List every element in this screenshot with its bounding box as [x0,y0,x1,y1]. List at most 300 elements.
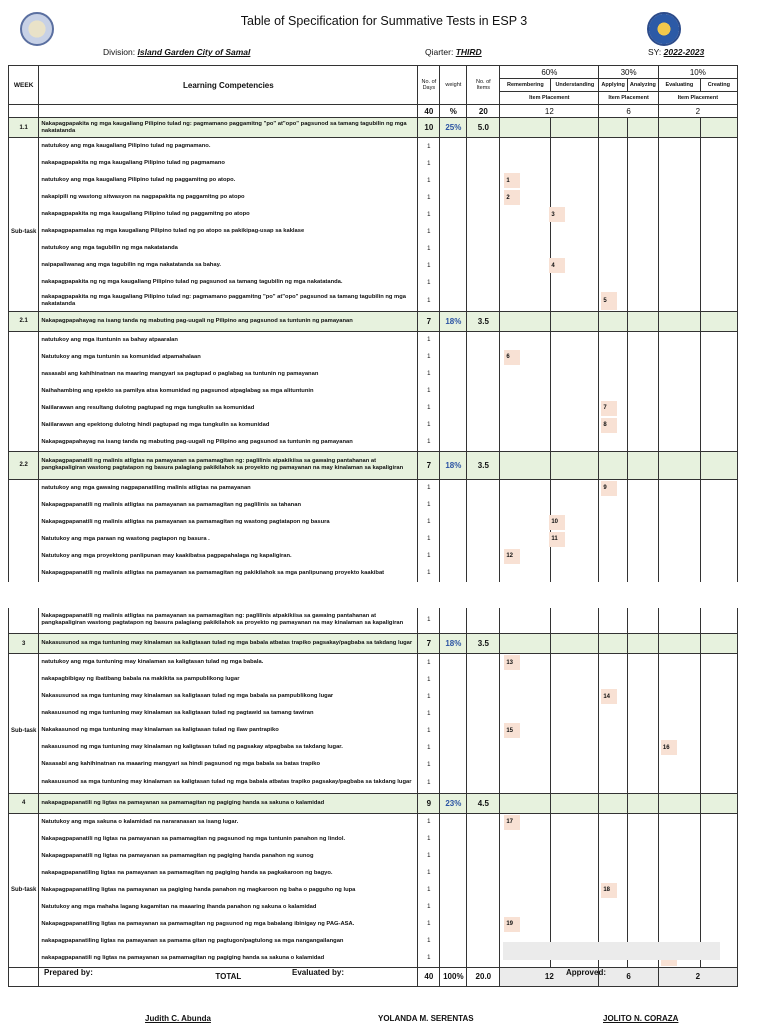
placement-cell [658,688,700,705]
competency-cell: nakapagbibigay ng ibatibang babala na makikita sa pampublikong lugar [39,671,418,688]
items-cell [467,479,500,497]
placement-cell [700,451,737,479]
placement-cell [551,138,599,156]
total-30-header: 6 [599,105,659,118]
items-cell [467,831,500,848]
placement-cell [658,291,700,311]
placement-cell [658,531,700,548]
items-cell [467,189,500,206]
weight-cell [440,739,467,756]
placement-cell [627,722,658,739]
placement-cell [627,793,658,813]
table-row [9,257,738,274]
week-cell [9,671,39,688]
table-row [9,331,738,349]
competency-cell: nakapipili ng wastong sitwasyon na nagpapakita ng paggamitng po atopo [39,189,418,206]
weight-cell [440,417,467,434]
competency-cell: Nakapagpapanatiling ligtas na pamayanan sa pamamagitan ng pagsunod ng mga babalang ibinigay ng PAG-ASA. [39,916,418,933]
competency-cell: nakapagpapakita ng mga kaugaliang Pilipino tulad ng paggamitng po atopo [39,206,418,223]
items-cell [467,257,500,274]
week-cell [9,257,39,274]
competency-cell: Nakasusunod sa mga tuntuning may kinalaman sa kaligtasan tulad ng mga babala sa pampublikong lugar [39,688,418,705]
placement-cell [551,311,599,331]
item-number-badge: 6 [504,350,520,365]
placement-cell [599,138,628,156]
section-items: 3.5 [467,311,500,331]
table-row [9,654,738,672]
placement-cell [500,118,551,138]
division-label: Division: [103,47,136,57]
item-number-badge: 17 [504,815,520,830]
placement-cell [599,756,628,773]
placement-cell [658,223,700,240]
week-cell [9,773,39,793]
placement-cell [500,349,551,366]
days-cell: 1 [418,514,440,531]
table-row [9,189,738,206]
table-row [9,548,738,565]
placement-cell [500,223,551,240]
placement-cell [627,848,658,865]
competency-cell: Nakapagpapanatili ng malinis atligtas na pamayanan sa pamamagitan ng pakikilahok sa mga panlipunang proyekto kaakibat [39,565,418,582]
placement-cell [627,434,658,452]
weight-cell [440,366,467,383]
division-field [103,47,250,57]
item-number-badge: 8 [601,418,617,433]
table-row [9,916,738,933]
placement-cell [599,240,628,257]
items-cell [467,950,500,968]
week-cell [9,479,39,497]
week-cell [9,548,39,565]
section-title: Nakapagpapakita ng mga kaugaliang Pilipino tulad ng: pagmamano paggamitng "po" at"opo" pagsunod sa tamang tagubilin ng mga nakatatanda [39,118,418,138]
placement-cell [627,865,658,882]
placement-cell [627,899,658,916]
week-cell [9,172,39,189]
section-weight: 18% [440,451,467,479]
competency-cell: Natutukoy ang mga paraan ng wastong pagtapon ng basura . [39,531,418,548]
placement-cell [599,634,628,654]
week-cell [9,848,39,865]
placement-cell [599,654,628,672]
placement-cell [700,531,737,548]
placement-cell [700,848,737,865]
placement-cell [551,417,599,434]
placement-cell [658,865,700,882]
week-cell [9,688,39,705]
placement-cell [551,366,599,383]
placement-cell [551,773,599,793]
days-cell: 1 [418,756,440,773]
week-cell [9,756,39,773]
item-number-badge: 13 [504,655,520,670]
weight-cell [440,773,467,793]
week-cell [9,899,39,916]
items-cell [467,531,500,548]
placement-cell [627,400,658,417]
placement-cell [700,882,737,899]
placement-cell [700,138,737,156]
placement-header-30: Item Placement [599,92,659,105]
section-title: Nakapagpapahayag na isang tanda ng mabuting pag-uugali ng Pilipino ang pagsunod sa tuntunin ng pamayanan [39,311,418,331]
placement-cell [551,865,599,882]
placement-cell [551,257,599,274]
placement-cell [627,654,658,672]
placement-cell [700,831,737,848]
placement-cell [658,813,700,831]
placement-cell [500,531,558,548]
placement-cell [700,383,737,400]
placement-cell [700,865,737,882]
section-week: 3 [9,634,39,654]
sy-value: 2022-2023 [663,47,705,57]
placement-cell [599,223,628,240]
placement-cell [627,138,658,156]
placement-cell [627,383,658,400]
placement-cell [700,240,737,257]
week-cell: Sub-task [9,722,39,739]
table-row [9,223,738,240]
table-row [9,756,738,773]
item-number-badge: 3 [549,207,565,222]
placement-cell [551,497,599,514]
placement-cell [500,274,551,291]
competency-cell: nakasusunod ng mga tuntuning may kinalaman ng kaligtasan tulad ng pagsakay atpagbaba sa takdang lugar. [39,739,418,756]
weight-cell [440,933,467,950]
days-cell: 1 [418,189,440,206]
placement-cell [627,118,658,138]
placement-cell [700,206,737,223]
competency-cell: Nakapagpapanatili ng ligtas na pamayanan sa pamamagitan ng pagiging handa panahon ng sunog [39,848,418,865]
placement-cell [500,705,551,722]
placement-cell [500,756,551,773]
items-cell [467,933,500,950]
placement-cell [500,257,555,274]
days-cell: 1 [418,933,440,950]
placement-cell [658,206,700,223]
placement-cell [551,274,599,291]
placement-cell [500,793,551,813]
placement-cell [658,608,700,634]
placement-cell [700,189,737,206]
placement-cell [700,514,737,531]
placement-header-60: Item Placement [500,92,599,105]
weight-cell [440,257,467,274]
placement-cell [658,274,700,291]
placement-cell [551,705,599,722]
placement-cell [700,565,737,582]
blank-cell [9,967,39,986]
section-week: 4 [9,793,39,813]
placement-cell [700,479,737,497]
weight-cell [440,671,467,688]
placement-cell [599,831,628,848]
competency-cell: Nakapagpapanatili ng ligtas na pamayanan sa pamamagitan ng pagsunod ng mga tuntunin panahon ng lindol. [39,831,418,848]
item-number-badge: 5 [601,292,617,310]
placement-cell [627,773,658,793]
placement-cell [627,514,658,531]
weight-cell [440,514,467,531]
placement-cell [551,118,599,138]
placement-cell [658,899,700,916]
competency-cell: natutukoy ang mga ituntunin sa bahay atpaaralan [39,331,418,349]
placement-cell [700,608,737,634]
table-row [9,206,738,223]
week-cell [9,274,39,291]
competency-cell: nakasusunod ng mga tuntuning may kinalaman sa kaligtasan tulad ng pagtawid sa tamang tawiran [39,705,418,722]
placement-cell [500,434,551,452]
table-row [9,608,738,634]
specification-table [8,65,738,987]
placement-cell [700,417,737,434]
placement-cell [658,722,700,739]
section-items: 4.5 [467,793,500,813]
weight-cell [440,950,467,968]
days-cell: 1 [418,916,440,933]
placement-cell [500,514,559,531]
placement-cell [700,705,737,722]
placement-cell [599,349,628,366]
placement-cell [599,417,628,434]
days-cell: 1 [418,172,440,189]
weight-cell [440,722,467,739]
placement-cell [599,155,628,172]
item-number-badge: 9 [601,481,617,496]
placement-cell [551,349,599,366]
section-items: 5.0 [467,118,500,138]
gap-cell [9,582,738,608]
placement-cell [700,172,737,189]
item-number-badge: 18 [601,883,617,898]
placement-cell [551,206,599,223]
competency-cell: Naiilarawan ang epektong dulotng hindi pagtupad ng mga tungkulin sa komunidad [39,417,418,434]
prepared-label: Prepared by: [44,968,93,977]
table-row [9,172,738,189]
weight-cell [440,274,467,291]
placement-cell [500,848,551,865]
days-cell: 1 [418,813,440,831]
week-cell [9,349,39,366]
competency-cell: Naiilarawan ang resultang dulotng pagtupad ng mga tungkulin sa komunidad [39,400,418,417]
placement-cell [658,257,700,274]
items-cell [467,688,500,705]
item-number-badge: 14 [601,689,617,704]
placement-cell [658,634,700,654]
days-cell: 1 [418,773,440,793]
placement-cell [627,831,658,848]
placement-cell [658,434,700,452]
placement-cell [551,155,599,172]
signatory-prepared: Judith C. Abunda [145,1014,211,1023]
total-weight-header: % [440,105,467,118]
items-cell [467,865,500,882]
total-weight: 100% [440,967,467,986]
section-week: 2.1 [9,311,39,331]
placement-cell [658,451,700,479]
placement-cell [658,497,700,514]
placement-cell [627,257,658,274]
weight-cell [440,223,467,240]
section-days: 7 [418,451,440,479]
weight-cell [440,155,467,172]
item-number-badge: 16 [661,740,677,755]
weight-cell [440,654,467,672]
section-week: 1.1 [9,118,39,138]
placement-cell [658,882,700,899]
placement-cell [627,608,658,634]
items-cell [467,349,500,366]
placement-cell [627,291,658,311]
placement-cell [599,773,628,793]
item-number-badge: 15 [504,723,520,738]
section-title: Nakapagpapanatili ng malinis atligtas na pamayanan sa pamamagitan ng: paglilinis atpakikiisa sa gawaing pantahanan at pangkapaligiran wastong pagtatapon ng basura palagiang pakikilahok sa proyekto ng pamayanan na may kinalaman sa kapaligiran [39,451,418,479]
weight-cell [440,548,467,565]
items-cell [467,739,500,756]
section-weight: 18% [440,311,467,331]
week-cell [9,400,39,417]
placement-cell [658,916,700,933]
days-cell: 1 [418,497,440,514]
remembering-header: Remembering [500,79,551,92]
placement-cell [599,257,628,274]
placement-cell [500,291,551,311]
section-title: Nakasusunod sa mga tuntuning may kinalaman sa kaligtasan tulad ng mga babala atbatas trapiko pagsakay/pagbaba sa takdang lugar [39,634,418,654]
placement-cell [551,223,599,240]
days-header: No. of Days [418,66,440,105]
competency-cell: Natutukoy ang mga sakuna o kalamidad na nararanasan sa isang lugar. [39,813,418,831]
placement-cell [599,331,628,349]
placement-cell [551,172,599,189]
week-cell: Sub-task [9,882,39,899]
competency-cell: nakapagpapanatili ng ligtas na pamayanan sa pamamagitan ng pagiging handa sa sakuna o kalamidad [39,950,418,968]
placement-cell [599,274,628,291]
table-row [9,671,738,688]
placement-cell [551,882,599,899]
placement-cell [551,608,599,634]
days-cell: 1 [418,366,440,383]
quarter-label: Qiarter: [425,47,454,57]
week-cell [9,654,39,672]
weight-cell [440,608,467,634]
weight-cell [440,331,467,349]
placement-cell [700,400,737,417]
week-header: WEEK [9,66,39,105]
placement-cell [627,206,658,223]
placement-cell [627,882,658,899]
placement-cell [551,671,599,688]
placement-cell [700,366,737,383]
placement-cell [658,479,700,497]
section-items: 3.5 [467,634,500,654]
placement-cell [500,400,551,417]
week-cell [9,497,39,514]
weight-cell [440,434,467,452]
weight-cell [440,240,467,257]
placement-cell [627,172,658,189]
table-row [9,497,738,514]
items-cell [467,240,500,257]
placement-cell [658,654,700,672]
week-cell [9,705,39,722]
weight-cell [440,756,467,773]
placement-cell [627,366,658,383]
placement-cell [658,671,700,688]
items-cell [467,274,500,291]
weight-cell [440,882,467,899]
placement-cell [700,756,737,773]
days-cell: 1 [418,848,440,865]
competency-cell: nakapagpapanatiling ligtas na pamayanan sa pamamagitan ng pagiging handa sa pagkakaroon ng bagyo. [39,865,418,882]
placement-cell [599,848,628,865]
table-row [9,138,738,156]
page-title: Table of Specification for Summative Tests in ESP 3 [240,14,528,28]
placement-cell [700,688,737,705]
placement-cell [627,497,658,514]
total-days-header: 40 [418,105,440,118]
competency-cell: natutukoy ang mga kaugaliang Pilipino tulad ng paggamitng po atopo. [39,172,418,189]
blank-cell [39,105,418,118]
competency-cell: nakapagpapamalas ng mga kaugaliang Pilipino tulad ng po atopo sa pakikipag-usap sa kaklase [39,223,418,240]
items-cell [467,848,500,865]
days-cell: 1 [418,688,440,705]
competency-cell: Natutukoy ang mga tuntunin sa komunidad atpamahalaan [39,349,418,366]
competency-cell: nakapagpapakita ng mga kaugaliang Pilipino tulad ng: pagmamano paggamitng "po" at"opo" pagsunod sa tamang tagubilin ng mga nakatatanda [39,291,418,311]
items-cell [467,671,500,688]
table-row [9,813,738,831]
placement-cell [599,916,628,933]
days-cell: 1 [418,240,440,257]
week-cell [9,739,39,756]
placement-cell [551,331,599,349]
table-row [9,155,738,172]
placement-cell [500,479,551,497]
pct10-header: 10% [658,66,737,79]
competency-cell: Natutukoy ang mga proyektong panlipunan may kaakibatsa pagpapahalaga ng kapaligiran. [39,548,418,565]
placement-cell [627,274,658,291]
items-cell [467,400,500,417]
placement-cell [700,916,737,933]
placement-cell [551,400,599,417]
placement-cell [627,548,658,565]
weight-cell [440,899,467,916]
sy-label: SY: [648,47,662,57]
week-cell [9,831,39,848]
placement-cell [599,813,628,831]
placement-cell [500,206,555,223]
days-cell: 1 [418,331,440,349]
section-row [9,793,738,813]
placement-cell [627,311,658,331]
placement-cell [500,565,551,582]
placement-cell [500,189,551,206]
table-row [9,434,738,452]
placement-cell [500,311,551,331]
weight-cell [440,206,467,223]
items-cell [467,916,500,933]
table-row [9,366,738,383]
placement-cell [658,773,700,793]
total-days: 40 [418,967,440,986]
placement-cell [700,739,737,756]
days-cell: 1 [418,654,440,672]
week-cell [9,865,39,882]
placement-cell [627,739,658,756]
placement-cell [658,756,700,773]
table-row [9,688,738,705]
placement-cell [500,654,551,672]
placement-cell [627,688,658,705]
section-row [9,451,738,479]
